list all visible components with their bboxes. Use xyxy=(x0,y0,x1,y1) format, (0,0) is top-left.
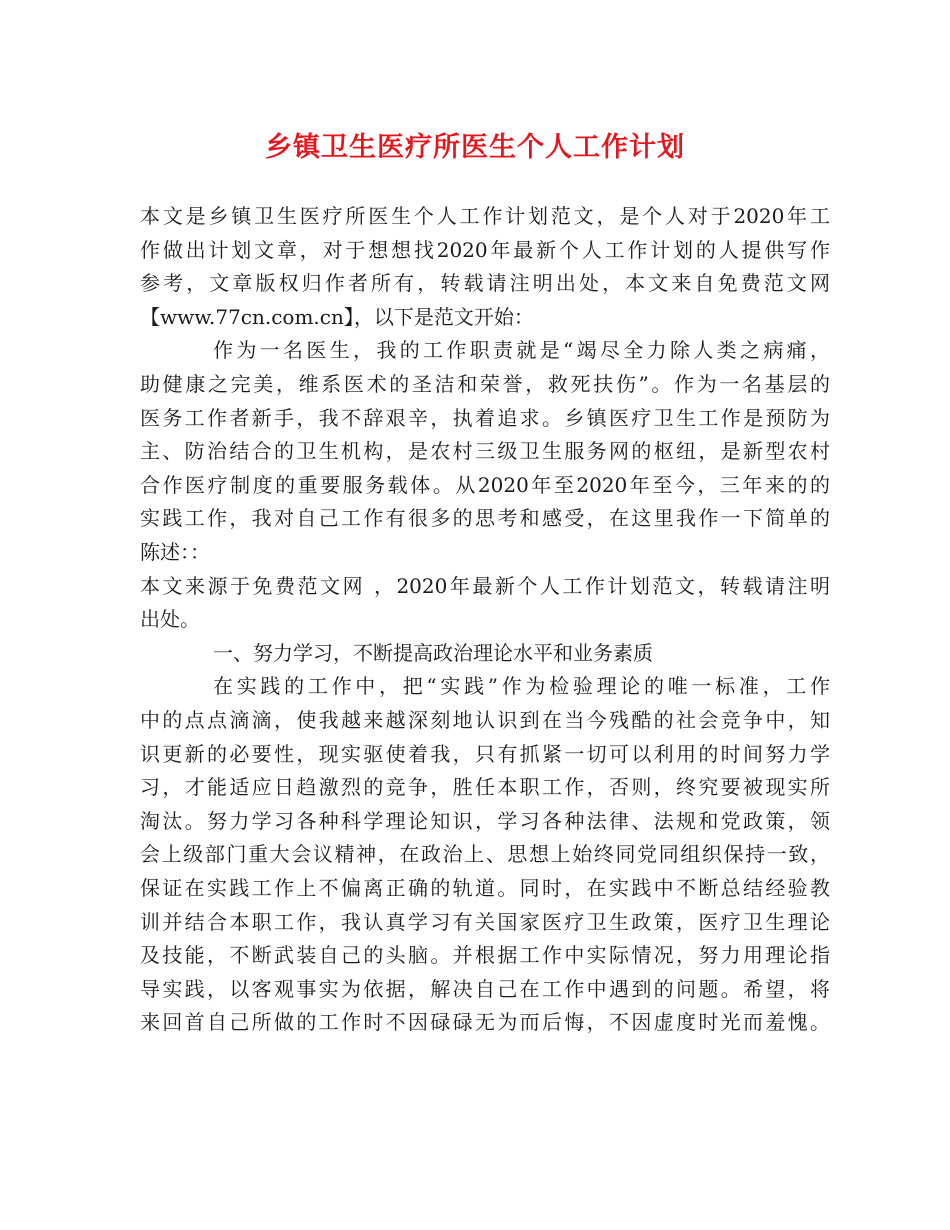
body-text-line: 本文来源于免费范文网 ，2020年最新个人工作计划范文，转载请注明 xyxy=(140,573,830,598)
body-text-line: 实践工作，我对自己工作有很多的思考和感受，在这里我作一下简单的 xyxy=(140,506,830,531)
body-text-line: 保证在实践工作上不偏离正确的轨道。同时，在实践中不断总结经验教 xyxy=(140,876,830,900)
body-text-line: 作做出计划文章，对于想想找2020年最新个人工作计划的人提供写作 xyxy=(140,237,830,262)
body-text-line: 在实践的工作中，把“实践”作为检验理论的唯一标准，工作 xyxy=(213,674,830,699)
body-text-line: 医务工作者新手，我不辞艰辛，执着追求。乡镇医疗卫生工作是预防为 xyxy=(140,405,830,430)
body-text-line: 一、努力学习，不断提高政治理论水平和业务素质 xyxy=(213,640,653,665)
body-text-line: 合作医疗制度的重要服务载体。从2020年至2020年至今，三年来的的 xyxy=(140,472,830,497)
body-text-line: 主、防治结合的卫生机构，是农村三级卫生服务网的枢纽，是新型农村 xyxy=(140,439,830,464)
body-text-line: 中的点点滴滴，使我越来越深刻地认识到在当今残酷的社会竞争中，知 xyxy=(140,708,830,732)
document-title: 乡镇卫生医疗所医生个人工作计划 xyxy=(265,132,685,163)
body-text-line: 会上级部门重大会议精神，在政治上、思想上始终同党同组织保持一致， xyxy=(140,842,830,867)
body-text-line: 【www.77cn.com.cn】，以下是范文开始： xyxy=(140,304,534,329)
body-text-line: 训并结合本职工作，我认真学习有关国家医疗卫生政策，医疗卫生理论 xyxy=(140,909,830,934)
body-text-line: 来回首自己所做的工作时不因碌碌无为而后悔，不因虚度时光而羞愧。 xyxy=(140,1010,830,1035)
body-text-line: 参考，文章版权归作者所有，转载请注明出处，本文来自免费范文网 xyxy=(140,271,830,296)
body-text-line: 识更新的必要性，现实驱使着我，只有抓紧一切可以利用的时间努力学 xyxy=(140,741,830,766)
body-text-line: 导实践，以客观事实为依据，解决自己在工作中遇到的问题。希望，将 xyxy=(140,976,830,1001)
body-text-line: 及技能，不断武装自己的头脑。并根据工作中实际情况，努力用理论指 xyxy=(140,943,830,968)
body-text-line: 作为一名医生，我的工作职责就是“竭尽全力除人类之病痛， xyxy=(213,338,830,363)
body-text-line: 陈述：： xyxy=(140,540,210,564)
body-text-line: 出处。 xyxy=(140,607,200,632)
body-text-line: 淘汰。努力学习各种科学理论知识，学习各种法律、法规和党政策，领 xyxy=(140,808,830,833)
body-text-line: 助健康之完美，维系医术的圣洁和荣誉，救死扶伤”。作为一名基层的 xyxy=(140,372,830,396)
body-text-line: 本文是乡镇卫生医疗所医生个人工作计划范文，是个人对于2020年工 xyxy=(140,204,830,228)
body-text-line: 习，才能适应日趋激烈的竞争，胜任本职工作，否则，终究要被现实所 xyxy=(140,775,830,800)
